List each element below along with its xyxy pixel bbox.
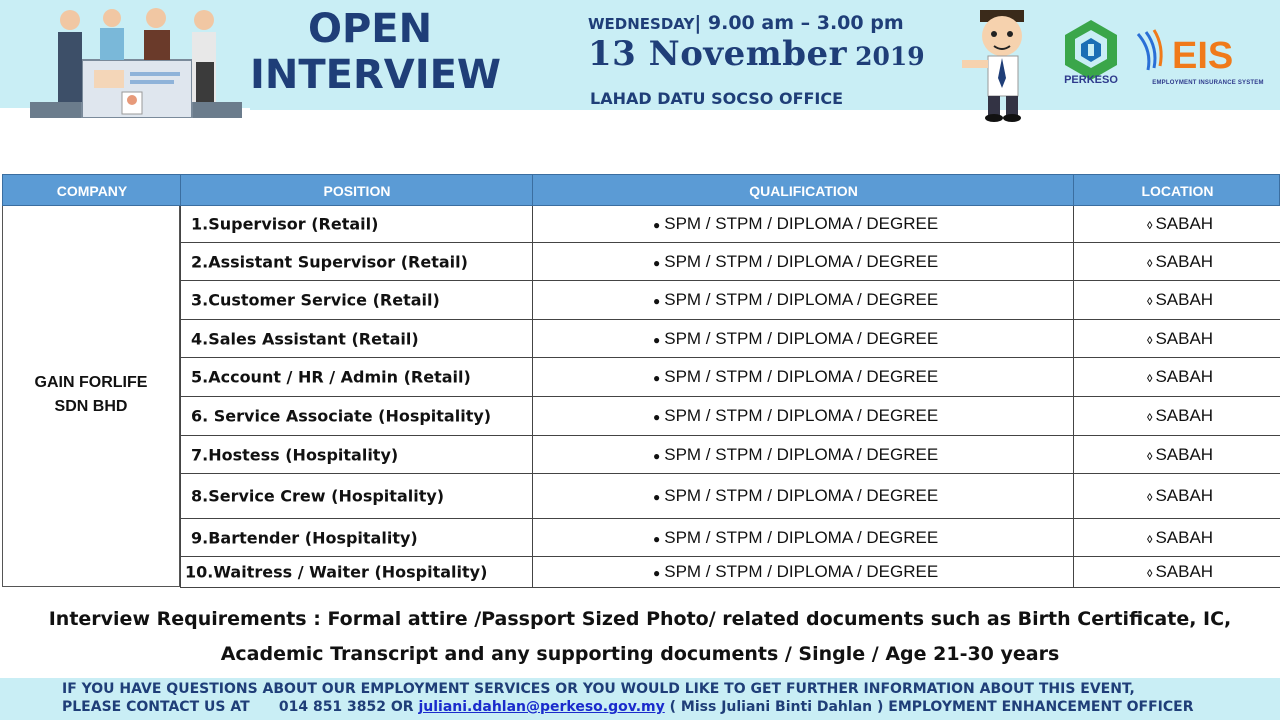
- position-text: 9.Bartender (Hospitality): [191, 528, 418, 547]
- position-text: 6. Service Associate (Hospitality): [191, 406, 492, 426]
- location-cell: [1073, 320, 1280, 357]
- company-name-line-1: GAIN FORLIFE: [34, 374, 148, 391]
- office-people-illustration: [22, 4, 250, 118]
- diamond-icon: ◊: [1147, 334, 1153, 347]
- perkeso-label: PERKESO: [1064, 74, 1118, 86]
- location-text: SABAH: [1155, 444, 1214, 464]
- table-row: [180, 519, 1280, 557]
- event-date: [588, 34, 925, 74]
- diamond-icon: ◊: [1147, 257, 1153, 270]
- qualification-cell: [532, 519, 1073, 556]
- bullet-icon: ●: [653, 448, 661, 463]
- location-text: SABAH: [1155, 486, 1214, 505]
- position-cell: [180, 474, 532, 518]
- eis-label: EIS: [1172, 35, 1234, 77]
- qualification-text: SPM / STPM / DIPLOMA / DEGREE: [664, 367, 939, 386]
- bullet-icon: ●: [653, 218, 661, 232]
- position-text: 7.Hostess (Hospitality): [191, 445, 399, 464]
- qualification-cell: [532, 358, 1073, 396]
- bullet-icon: ●: [653, 255, 661, 270]
- table-row: [180, 206, 1280, 243]
- company-name-line-2: SDN BHD: [54, 398, 128, 415]
- requirements-line-1: Interview Requirements : Formal attire /Passport Sized Photo/ related documents such as Birth Certificate, IC,: [48, 608, 1232, 630]
- qualification-text: SPM / STPM / DIPLOMA / DEGREE: [664, 290, 939, 309]
- table-row: [180, 557, 1280, 588]
- table-row: [180, 320, 1280, 358]
- position-text: 2.Assistant Supervisor (Retail): [191, 252, 468, 271]
- location-text: SABAH: [1155, 328, 1214, 348]
- date-label: 13 November: [588, 34, 848, 74]
- qualification-cell: [532, 320, 1073, 357]
- page-title: [250, 6, 502, 98]
- contact-suffix: ( Miss Juliani Binti Dahlan ) EMPLOYMENT ENHANCEMENT OFFICER: [664, 699, 1194, 715]
- eis-subtitle: EMPLOYMENT INSURANCE SYSTEM: [1152, 80, 1264, 86]
- bullet-icon: ●: [653, 294, 661, 308]
- position-cell: [180, 519, 532, 556]
- qualification-text: SPM / STPM / DIPLOMA / DEGREE: [664, 527, 939, 547]
- table-row: [180, 243, 1280, 281]
- header-position: POSITION: [323, 183, 391, 199]
- position-text: 4.Sales Assistant (Retail): [191, 329, 419, 348]
- diamond-icon: ◊: [1147, 533, 1153, 546]
- location-text: SABAH: [1155, 406, 1214, 425]
- table-row: [180, 436, 1280, 474]
- bullet-icon: ●: [653, 490, 661, 504]
- office-label: LAHAD DATU SOCSO OFFICE: [590, 89, 844, 108]
- qualification-text: SPM / STPM / DIPLOMA / DEGREE: [664, 406, 939, 425]
- company-name: [3, 371, 179, 419]
- requirements-line-2: Academic Transcript and any supporting documents / Single / Age 21-30 years: [220, 643, 1060, 665]
- qualification-cell: [532, 206, 1073, 242]
- bullet-icon: ●: [653, 371, 661, 385]
- position-cell: [180, 243, 532, 280]
- location-text: SABAH: [1155, 367, 1214, 386]
- qualification-text: SPM / STPM / DIPLOMA / DEGREE: [664, 251, 939, 271]
- qualification-text: SPM / STPM / DIPLOMA / DEGREE: [664, 486, 939, 505]
- position-cell: [180, 397, 532, 435]
- position-text: 5.Account / HR / Admin (Retail): [191, 367, 471, 387]
- location-cell: [1073, 281, 1280, 319]
- qualification-cell: [532, 281, 1073, 319]
- eis-logo: [1132, 26, 1272, 86]
- position-cell: [180, 436, 532, 473]
- position-cell: [180, 358, 532, 396]
- location-cell: [1073, 243, 1280, 280]
- diamond-icon: ◊: [1147, 296, 1153, 308]
- time-label: | 9.00 am – 3.00 pm: [694, 12, 904, 34]
- diamond-icon: ◊: [1147, 492, 1153, 504]
- title-line-2: INTERVIEW: [250, 52, 502, 98]
- location-text: SABAH: [1155, 290, 1214, 309]
- bullet-icon: ●: [653, 566, 661, 580]
- table-row: [180, 281, 1280, 320]
- bullet-icon: ●: [653, 410, 661, 424]
- qualification-cell: [532, 557, 1073, 587]
- position-text: 8.Service Crew (Hospitality): [191, 486, 445, 506]
- qualification-cell: [532, 243, 1073, 280]
- qualification-text: SPM / STPM / DIPLOMA / DEGREE: [664, 214, 939, 233]
- year-label: 2019: [855, 42, 925, 71]
- table-header: [2, 174, 1280, 206]
- position-cell: [180, 281, 532, 319]
- presenter-character-illustration: [960, 8, 1048, 122]
- day-time: [588, 12, 904, 34]
- location-cell: [1073, 474, 1280, 518]
- bullet-icon: ●: [653, 531, 661, 546]
- qualification-text: SPM / STPM / DIPLOMA / DEGREE: [664, 328, 939, 348]
- position-text: 1.Supervisor (Retail): [191, 214, 379, 234]
- bullet-icon: ●: [653, 332, 661, 347]
- location-cell: [1073, 519, 1280, 556]
- header-qualification: QUALIFICATION: [749, 183, 858, 199]
- diamond-icon: ◊: [1147, 568, 1153, 580]
- qualification-text: SPM / STPM / DIPLOMA / DEGREE: [664, 562, 939, 581]
- position-cell: [180, 557, 532, 587]
- day-label: WEDNESDAY: [588, 15, 695, 33]
- qualification-text: SPM / STPM / DIPLOMA / DEGREE: [664, 444, 939, 464]
- position-cell: [180, 206, 532, 242]
- diamond-icon: ◊: [1147, 412, 1153, 424]
- header-location: LOCATION: [1141, 183, 1214, 199]
- title-line-1: OPEN: [307, 6, 433, 52]
- qualification-cell: [532, 397, 1073, 435]
- footer-line-2: [62, 699, 1194, 715]
- position-cell: [180, 320, 532, 357]
- location-text: SABAH: [1155, 251, 1214, 271]
- diamond-icon: ◊: [1147, 450, 1153, 463]
- table-row: [180, 474, 1280, 519]
- company-cell: [2, 206, 180, 587]
- position-text: 10.Waitress / Waiter (Hospitality): [185, 562, 488, 582]
- footer-line-1: IF YOU HAVE QUESTIONS ABOUT OUR EMPLOYMENT SERVICES OR YOU WOULD LIKE TO GET FURTHER INFORMATION ABOUT THIS EVENT,: [62, 681, 1135, 697]
- location-text: SABAH: [1155, 562, 1214, 581]
- qualification-cell: [532, 436, 1073, 473]
- diamond-icon: ◊: [1147, 373, 1153, 385]
- table-row: [180, 358, 1280, 397]
- location-text: SABAH: [1155, 527, 1214, 547]
- location-cell: [1073, 436, 1280, 473]
- diamond-icon: ◊: [1147, 220, 1153, 232]
- qualification-cell: [532, 474, 1073, 518]
- position-text: 3.Customer Service (Retail): [191, 290, 440, 310]
- location-text: SABAH: [1155, 214, 1214, 233]
- table-row: [180, 397, 1280, 436]
- header-company: COMPANY: [56, 183, 128, 199]
- contact-footer: [0, 678, 1280, 720]
- contact-email-link[interactable]: juliani.dahlan@perkeso.gov.my: [418, 699, 665, 715]
- location-cell: [1073, 358, 1280, 396]
- location-cell: [1073, 397, 1280, 435]
- location-cell: [1073, 557, 1280, 587]
- location-cell: [1073, 206, 1280, 242]
- contact-prefix: PLEASE CONTACT US AT 014 851 3852 OR: [62, 699, 419, 715]
